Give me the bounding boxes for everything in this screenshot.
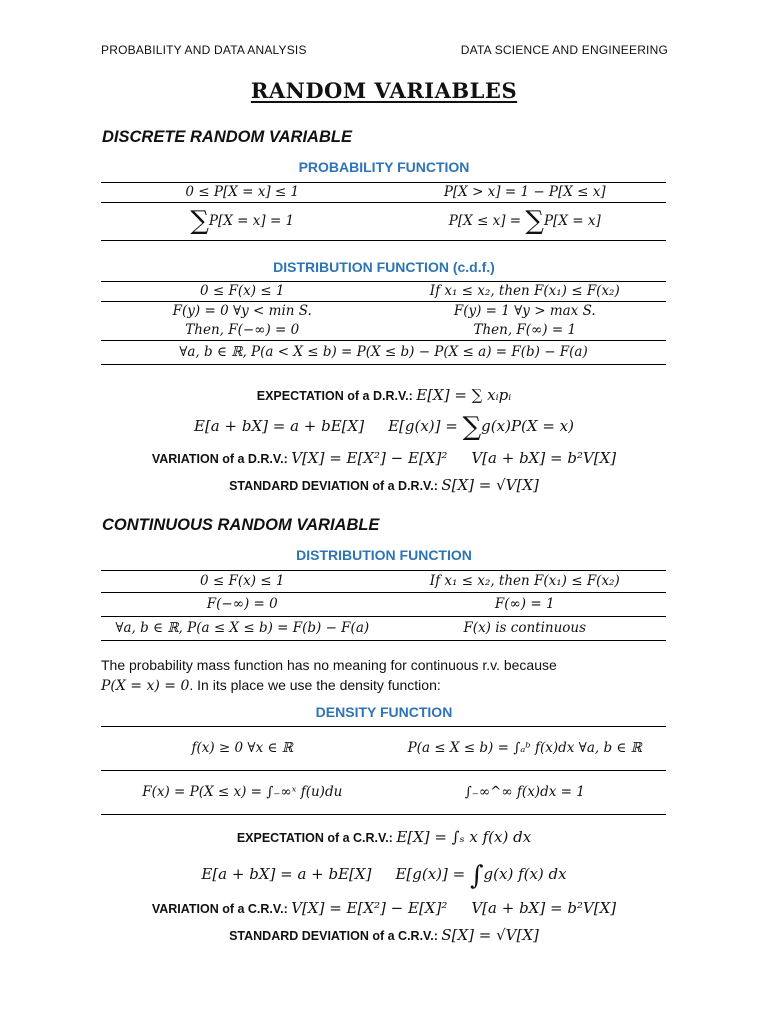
drv-std-line — [0, 476, 768, 495]
dist-full-row: ∀a, b ∈ ℝ, P(a < X ≤ b) = P(X ≤ b) − P(X ≤ a) = F(b) − F(a) — [101, 341, 666, 365]
paragraph-text: The probability mass function has no meaning for continuous r.v. because — [101, 657, 557, 673]
drv-expectation-line — [0, 386, 768, 405]
drv-g-expectation: E[g(x)] = — [388, 417, 463, 435]
density-subtitle: DENSITY FUNCTION — [315, 704, 453, 720]
crv-variation-formula-2: V[a + bX] = b²V[X] — [471, 899, 617, 917]
discrete-heading: DISCRETE RANDOM VARIABLE — [102, 128, 352, 146]
sum-symbol-icon: ∑ — [462, 412, 482, 442]
continuous-heading: CONTINUOUS RANDOM VARIABLE — [102, 516, 380, 534]
density-table — [101, 726, 666, 815]
drv-expectation-formula: E[X] = ∑ xᵢpᵢ — [416, 386, 512, 404]
crv-std-line — [0, 926, 768, 945]
drv-linearity-formula: E[a + bX] = a + bE[X] — [194, 417, 365, 435]
crv-variation-label: VARIATION of a C.R.V.: — [151, 902, 292, 916]
prob-cell-text: P[X ≤ x] = — [448, 213, 526, 229]
cont-dist-cell: ∀a, b ∈ ℝ, P(a ≤ X ≤ b) = F(b) − F(a) — [101, 617, 384, 641]
crv-g-expectation-rest: g(x) f(x) dx — [483, 865, 567, 883]
drv-variation-formula: V[X] = E[X²] − E[X]² — [291, 449, 448, 467]
density-cell: ∫₋∞^∞ f(x)dx = 1 — [384, 771, 667, 815]
drv-expectation-label: EXPECTATION of a D.R.V.: — [256, 389, 417, 403]
cont-dist-cell: If x₁ ≤ x₂, then F(x₁) ≤ F(x₂) — [384, 571, 667, 593]
crv-variation-formula: V[X] = E[X²] − E[X]² — [291, 899, 448, 917]
sum-symbol-icon: ∑ — [190, 206, 209, 236]
cont-dist-subtitle: DISTRIBUTION FUNCTION — [296, 547, 472, 563]
dist-cell: 0 ≤ F(x) ≤ 1 — [101, 282, 384, 302]
dist-function-subtitle: DISTRIBUTION FUNCTION (c.d.f.) — [273, 259, 495, 275]
crv-std-label: STANDARD DEVIATION of a C.R.V.: — [229, 929, 442, 943]
cont-dist-cell: F(−∞) = 0 — [101, 593, 384, 617]
crv-variation-line — [0, 899, 768, 918]
paragraph-text: . In its place we use the density function: — [189, 677, 441, 693]
drv-variation-label: VARIATION of a D.R.V.: — [151, 452, 292, 466]
crv-g-expectation: E[g(x)] = — [395, 865, 470, 883]
prob-cell — [384, 203, 667, 241]
sum-symbol-icon: ∑ — [525, 206, 544, 236]
drv-variation-line — [0, 449, 768, 468]
crv-expectation-label: EXPECTATION of a C.R.V.: — [236, 831, 397, 845]
drv-std-label: STANDARD DEVIATION of a D.R.V.: — [229, 479, 442, 493]
crv-expectation-line — [0, 828, 768, 847]
dist-cell: Then, F(−∞) = 0 — [101, 321, 384, 341]
prob-cell: P[X > x] = 1 − P[X ≤ x] — [384, 183, 667, 203]
dist-cell: F(y) = 0 ∀y < min S. — [101, 302, 384, 322]
drv-g-expectation-rest: g(x)P(X = x) — [481, 417, 574, 435]
paragraph-math: P(X = x) = 0 — [101, 678, 190, 694]
drv-expectation-props — [0, 412, 768, 442]
prob-cell-text: P[X = x] — [543, 213, 601, 229]
dist-function-table — [101, 281, 666, 365]
page-title: RANDOM VARIABLES — [250, 78, 518, 103]
crv-linearity-formula: E[a + bX] = a + bE[X] — [201, 865, 372, 883]
prob-cell: 0 ≤ P[X = x] ≤ 1 — [101, 183, 384, 203]
header-right: DATA SCIENCE AND ENGINEERING — [460, 43, 668, 57]
density-cell: P(a ≤ X ≤ b) = ∫ₐᵇ f(x)dx ∀a, b ∈ ℝ — [384, 727, 667, 771]
integral-symbol-icon: ∫ — [469, 861, 484, 891]
prob-function-subtitle: PROBABILITY FUNCTION — [298, 159, 470, 175]
cont-dist-cell: F(x) is continuous — [384, 617, 667, 641]
drv-std-formula: S[X] = √V[X] — [441, 476, 539, 494]
prob-cell-text: P[X = x] = 1 — [208, 213, 295, 229]
dist-cell: Then, F(∞) = 1 — [384, 321, 667, 341]
cont-dist-cell: 0 ≤ F(x) ≤ 1 — [101, 571, 384, 593]
cont-dist-cell: F(∞) = 1 — [384, 593, 667, 617]
crv-expectation-formula: E[X] = ∫ₛ x f(x) dx — [396, 828, 532, 846]
density-intro-paragraph — [101, 655, 666, 696]
density-cell: F(x) = P(X ≤ x) = ∫₋∞ˣ f(u)du — [101, 771, 384, 815]
cont-dist-table — [101, 570, 666, 641]
density-cell: f(x) ≥ 0 ∀x ∈ ℝ — [101, 727, 384, 771]
dist-cell: If x₁ ≤ x₂, then F(x₁) ≤ F(x₂) — [384, 282, 667, 302]
crv-std-formula: S[X] = √V[X] — [441, 926, 539, 944]
crv-expectation-props — [0, 861, 768, 891]
prob-cell — [101, 203, 384, 241]
dist-cell: F(y) = 1 ∀y > max S. — [384, 302, 667, 322]
header-left: PROBABILITY AND DATA ANALYSIS — [101, 43, 307, 57]
drv-variation-formula-2: V[a + bX] = b²V[X] — [471, 449, 617, 467]
prob-function-table — [101, 182, 666, 241]
